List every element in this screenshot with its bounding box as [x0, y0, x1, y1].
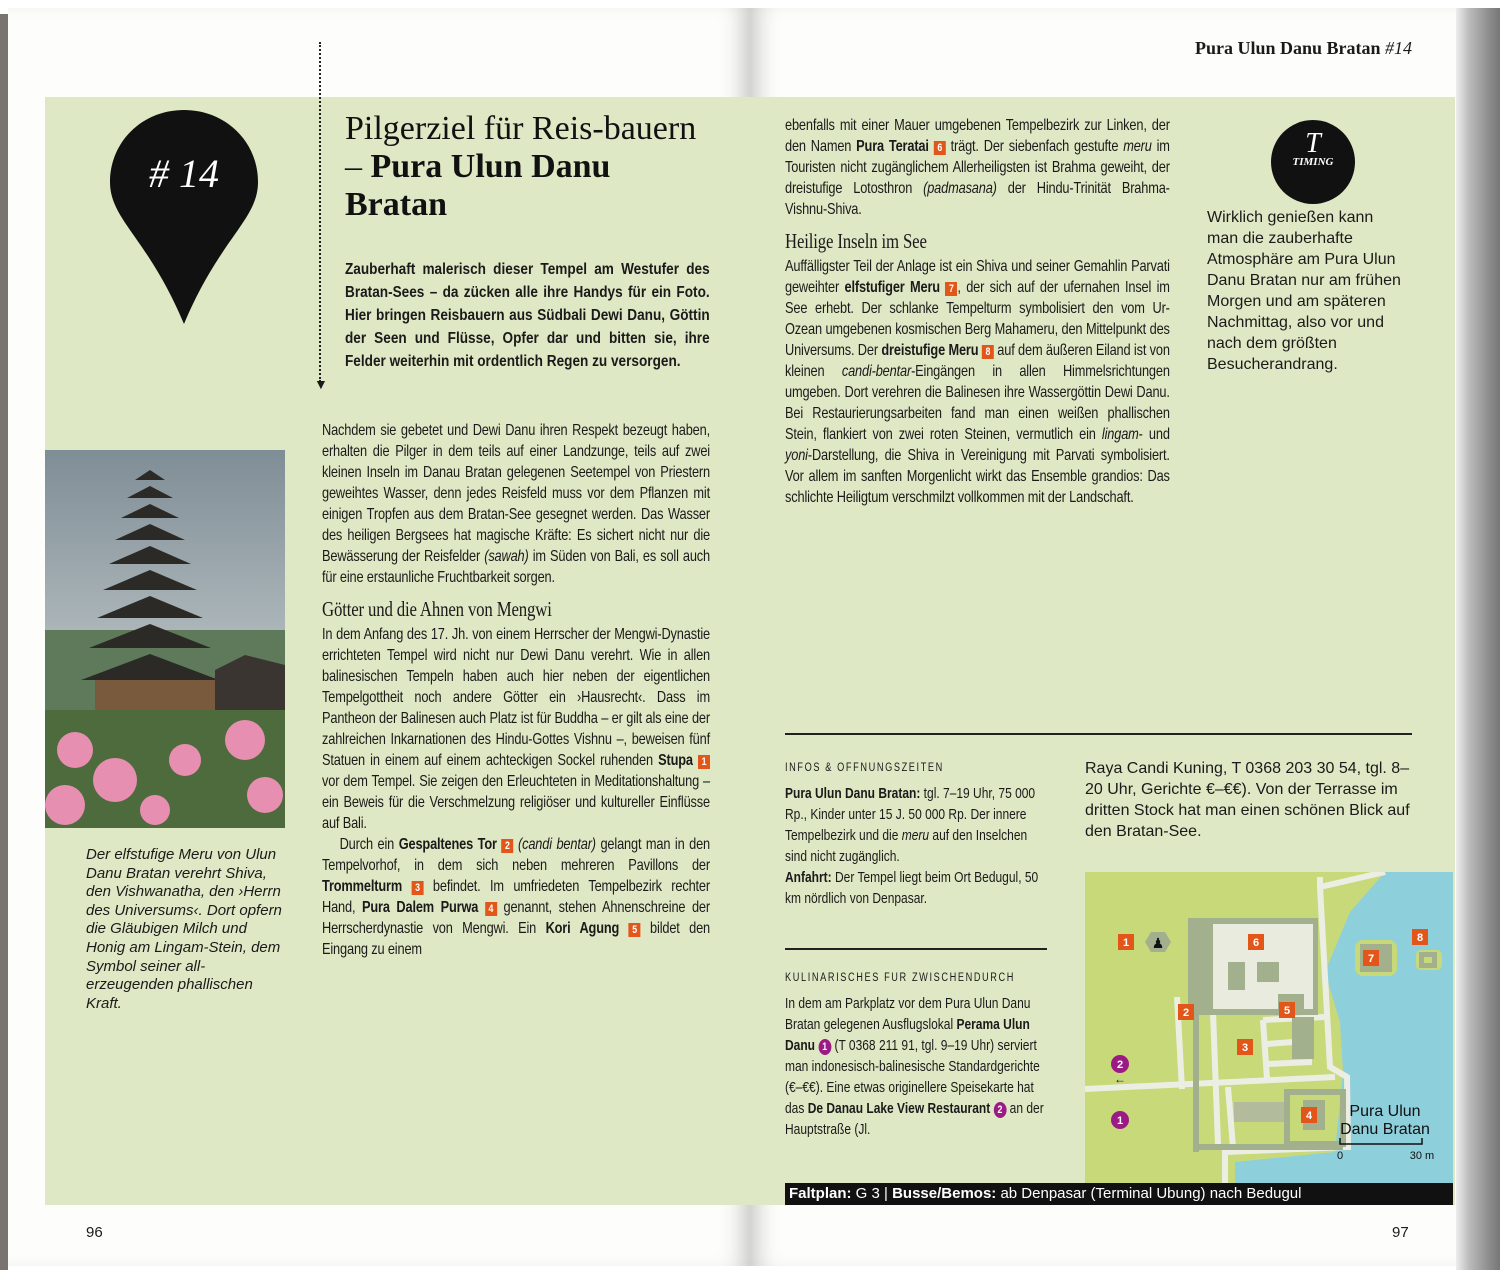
photo-caption: Der elfstufige Meru von Ulun Danu Bratan verehrt Shiva, den Vishwanatha, den ›Herrn des Universums‹. Dort opfern die Gläubigen Milch und Honig am Lingam-Stein, dem Symbol seiner all-erzeugenden phallischen Kraft. — [86, 846, 282, 1012]
faltplan-value: G 3 | — [851, 1185, 893, 1202]
scale-start: 0 — [1336, 1150, 1344, 1162]
map-marker-label: 5 — [1283, 1005, 1291, 1017]
food-text: In dem am Parkplatz vor dem Pura Ulun Danu Bratan gelegenen Ausflugslokal Perama Ulun Danu 1 (T 0368 211 91, tgl. 9–19 Uhr) serviert man indonesisch-balinesische Standardgerichte (€–€€). Eine etwas originellere Speisekarte hat das De Danau Lake View Restaurant 2 an der Hauptstraße (Jl. — [785, 995, 1044, 1138]
section-heading: Heilige Inseln im See — [785, 229, 927, 253]
running-head-number: #14 — [1385, 38, 1412, 58]
timing-text: Wirklich genießen kann man die zauberhafte Atmosphäre am Pura Ulun Danu Bratan nur am frühen Morgen und am späteren Nachmittag, also vor und nach dem größten Besucherandrang. — [1207, 209, 1401, 373]
bold-term: dreistufige Meru — [881, 342, 979, 359]
footer-bar — [785, 1183, 1453, 1205]
map-ref-marker: 3 — [411, 881, 423, 895]
running-head — [1050, 38, 1412, 59]
map-label-line2: Danu Bratan — [1340, 1121, 1430, 1138]
paragraph: Durch ein Gespaltenes Tor 2 (candi bentar) gelangt man in den Tempelvorhof, in dem sich neben mehreren Pavillons der Trommelturm 3 befindet. Im umfriedeten Tempelbezirk rechter Hand, Pura Dalem Purwa 4 genannt, stehen Ahnenschreine der Herrscherdynastie von Mengwi. Ein Kori Agung 5 bildet den Eingang zu einem — [322, 836, 710, 958]
left-body-text — [322, 420, 710, 960]
timing-badge — [1271, 120, 1355, 204]
transport-label: Busse/Bemos: — [892, 1185, 997, 1202]
map-marker-label: 6 — [1252, 937, 1260, 949]
italic-term: meru — [901, 827, 930, 844]
paragraph: In dem Anfang des 17. Jh. von einem Herrscher der Mengwi-Dynastie errichteten Tempel wird nicht nur Dewi Danu verehrt. Wie in allen balinesischen Tempeln haben auch hier neben der eigentlichen Tempelgottheit noch andere Götter ein ›Hausrecht‹. Dass im Pantheon der Balinesen auch Platz ist für Buddha – er gilt als eine der zahlreichen Inkarnationen des Hindu-Gottes Vishnu –, beweisen fünf Statuen in einem auf einem achteckigen Sockel ruhenden Stupa 1 vor dem Tempel. Sie zeigen den Erleuchteten in Meditationshaltung – ein Beweis für die Verschmelzung religiöser und kultureller Einflüsse auf Bali. — [322, 626, 710, 832]
arrow-left-icon: ← — [1114, 1072, 1126, 1086]
map-marker-label: 1 — [1122, 937, 1130, 949]
food-heading: KULINARISCHES FÜR ZWISCHENDURCH — [785, 972, 1016, 984]
faltplan-label: Faltplan: — [789, 1185, 852, 1202]
bold-term: Gespaltenes Tor — [398, 836, 497, 853]
divider-rule — [785, 733, 1412, 735]
anfahrt-text: Anfahrt: Der Tempel liegt beim Ort Bedugul, 50 km nördlich von Denpasar. — [785, 869, 1039, 907]
temple-photo — [45, 450, 285, 828]
bold-term: Perama Ulun Danu — [785, 1016, 1030, 1054]
paragraph: Nachdem sie gebetet und Dewi Danu ihren Respekt bezeugt haben, erhalten die Pilger in dem teils auf einer Landzunge, teils auf zwei kleinen Inseln im Danau Bratan gelegenen Seetempel von Priestern geweihtes Wasser, denn jedes Reisfeld muss vor dem Pflanzen mit einigen Tropfen aus dem Bratan-See gesegnet werden. Das Wasser des heiligen Bergsees hat magische Kräfte: Es sichert nicht nur die Bewässerung der Reisfelder (sawah) im Süden von Bali, es soll auch für eine erstaunliche Fruchtbarkeit sorgen. — [322, 422, 711, 586]
page-title — [345, 110, 710, 224]
italic-term: meru — [1123, 138, 1152, 155]
timing-label: TIMING — [1292, 156, 1334, 168]
map-label-line1: Pura Ulun — [1349, 1103, 1421, 1120]
food-marker-label: 1 — [1116, 1115, 1124, 1127]
food-box — [785, 968, 1047, 1140]
italic-term: candi-bentar — [841, 363, 912, 380]
bold-term: Pura Dalem Purwa — [361, 899, 479, 916]
bold-term: Kori Agung — [545, 920, 620, 937]
page-number-left: 96 — [86, 1224, 103, 1241]
divider-rule-small — [785, 948, 1047, 950]
arrow-down-icon: ▼ — [314, 376, 328, 392]
scale-end: 30 m — [1409, 1150, 1435, 1162]
bold-term: Trommelturm — [322, 878, 403, 895]
food-text-continued: Raya Candi Kuning, T 0368 203 30 54, tgl. 8–20 Uhr, Gerichte €–€€). Von der Terrasse im dritten Stock hat man einen schönen Blick auf den Bratan-See. — [1085, 760, 1410, 840]
location-pin-badge — [108, 108, 260, 326]
book-edge-left — [0, 14, 8, 1270]
intro-text: Zauberhaft malerisch dieser Tempel am Westufer des Bratan-Sees – da zücken alle ihre Handys für ein Foto. Hier bringen Reisbauern aus Südbali Dewi Danu, Göttin der Seen und Flüsse, Opfer dar und bitten sie, ihre Felder weiterhin mit ordentlich Regen zu versorgen. — [345, 261, 710, 370]
page-number-right: 97 — [1392, 1224, 1409, 1241]
transport-value: ab Denpasar (Terminal Ubung) nach Bedugul — [996, 1185, 1302, 1202]
paragraph: ebenfalls mit einer Mauer umgebenen Tempelbezirk zur Linken, der den Namen Pura Teratai 6 trägt. Der siebenfach gestufte meru im Touristen nicht zugänglichem Allerheiligsten ist Brahma geweiht, der dreistufige Lotosthron (padmasana) der Hindu-Trinität Brahma-Vishnu-Shiva. — [785, 117, 1170, 218]
bold-term: elfstufiger Meru — [844, 279, 940, 296]
map-marker-label: 8 — [1416, 932, 1424, 944]
italic-term: yoni — [785, 447, 808, 464]
food-marker-label: 2 — [1116, 1059, 1124, 1071]
badge-number: # 14 — [149, 151, 219, 196]
map-ref-marker: 1 — [698, 755, 710, 769]
book-edge-right — [1456, 8, 1500, 1270]
bold-term: Pura Teratai — [856, 138, 929, 155]
timing-letter: T — [1305, 128, 1321, 159]
title-bold: Pura Ulun Danu Bratan — [345, 148, 611, 223]
italic-term: lingam — [1101, 426, 1139, 443]
buddha-icon: ♟ — [1151, 935, 1165, 951]
food-ref-marker: 1 — [818, 1039, 831, 1055]
map-ref-marker: 5 — [629, 923, 641, 937]
bold-term: Stupa — [658, 752, 693, 769]
italic-term: (padmasana) — [923, 180, 997, 197]
bold-term: Pura Ulun Danu Bratan: — [785, 785, 921, 802]
running-head-title: Pura Ulun Danu Bratan — [1194, 38, 1381, 58]
map-ref-marker: 7 — [945, 282, 957, 296]
bold-term: De Danau Lake View Restaurant — [807, 1100, 991, 1117]
infos-heading: INFOS & ÖFFNUNGSZEITEN — [785, 762, 944, 774]
italic-term: (candi bentar) — [517, 836, 596, 853]
map-ref-marker: 4 — [485, 902, 497, 916]
map-ref-marker: 6 — [934, 141, 946, 155]
italic-term: (sawah) — [484, 548, 529, 565]
bold-term: Anfahrt: — [785, 869, 832, 886]
dotted-guide-line — [319, 42, 321, 382]
map-ref-marker: 2 — [501, 839, 513, 853]
paragraph: Auffälligster Teil der Anlage ist ein Shiva und seiner Gemahlin Parvati geweihter elfstufiger Meru 7 , der sich auf der ufernahen Insel im See erhebt. Der schlanke Tempelturm symbolisiert den vom Ur-Ozean umgebenen kosmischen Berg Mahameru, den Mittelpunkt des Universums. Der dreistufige Meru 8 auf dem äußeren Eiland ist von kleinen candi-bentar-Eingängen in allen Himmelsrichtungen umgeben. Dort verehren die Balinesen ihre Wassergöttin Dewi Danu. Bei Restaurierungsarbeiten fand man einen weißen phallischen Stein, flankiert von zwei roten Steinen, vermutlich ein lingam- und yoni-Darstellung, die Shiva in Vereinigung mit Parvati symbolisiert. Vor allem im sanften Morgenlicht wirkt das Ensemble grandios: Das schlichte Heiligtum verschmilzt vollkommen mit der Landschaft. — [785, 258, 1170, 506]
infos-box — [785, 758, 1047, 909]
infos-text: Pura Ulun Danu Bratan: tgl. 7–19 Uhr, 75 000 Rp., Kinder unter 15 J. 50 000 Rp. Der innere Tempelbezirk und die meru auf den Inselchen sind nicht zugänglich. — [785, 785, 1036, 865]
section-heading: Götter und die Ahnen von Mengwi — [322, 597, 552, 621]
food-ref-marker: 2 — [994, 1102, 1007, 1118]
site-map — [1085, 872, 1453, 1184]
title-normal: Pilgerziel für Reis-bauern – — [345, 110, 697, 185]
map-marker-label: 2 — [1182, 1007, 1190, 1019]
map-marker-label: 7 — [1367, 953, 1375, 965]
map-ref-marker: 8 — [982, 345, 994, 359]
right-body-text — [785, 115, 1170, 508]
map-marker-label: 4 — [1305, 1110, 1313, 1122]
map-marker-label: 3 — [1241, 1042, 1249, 1054]
